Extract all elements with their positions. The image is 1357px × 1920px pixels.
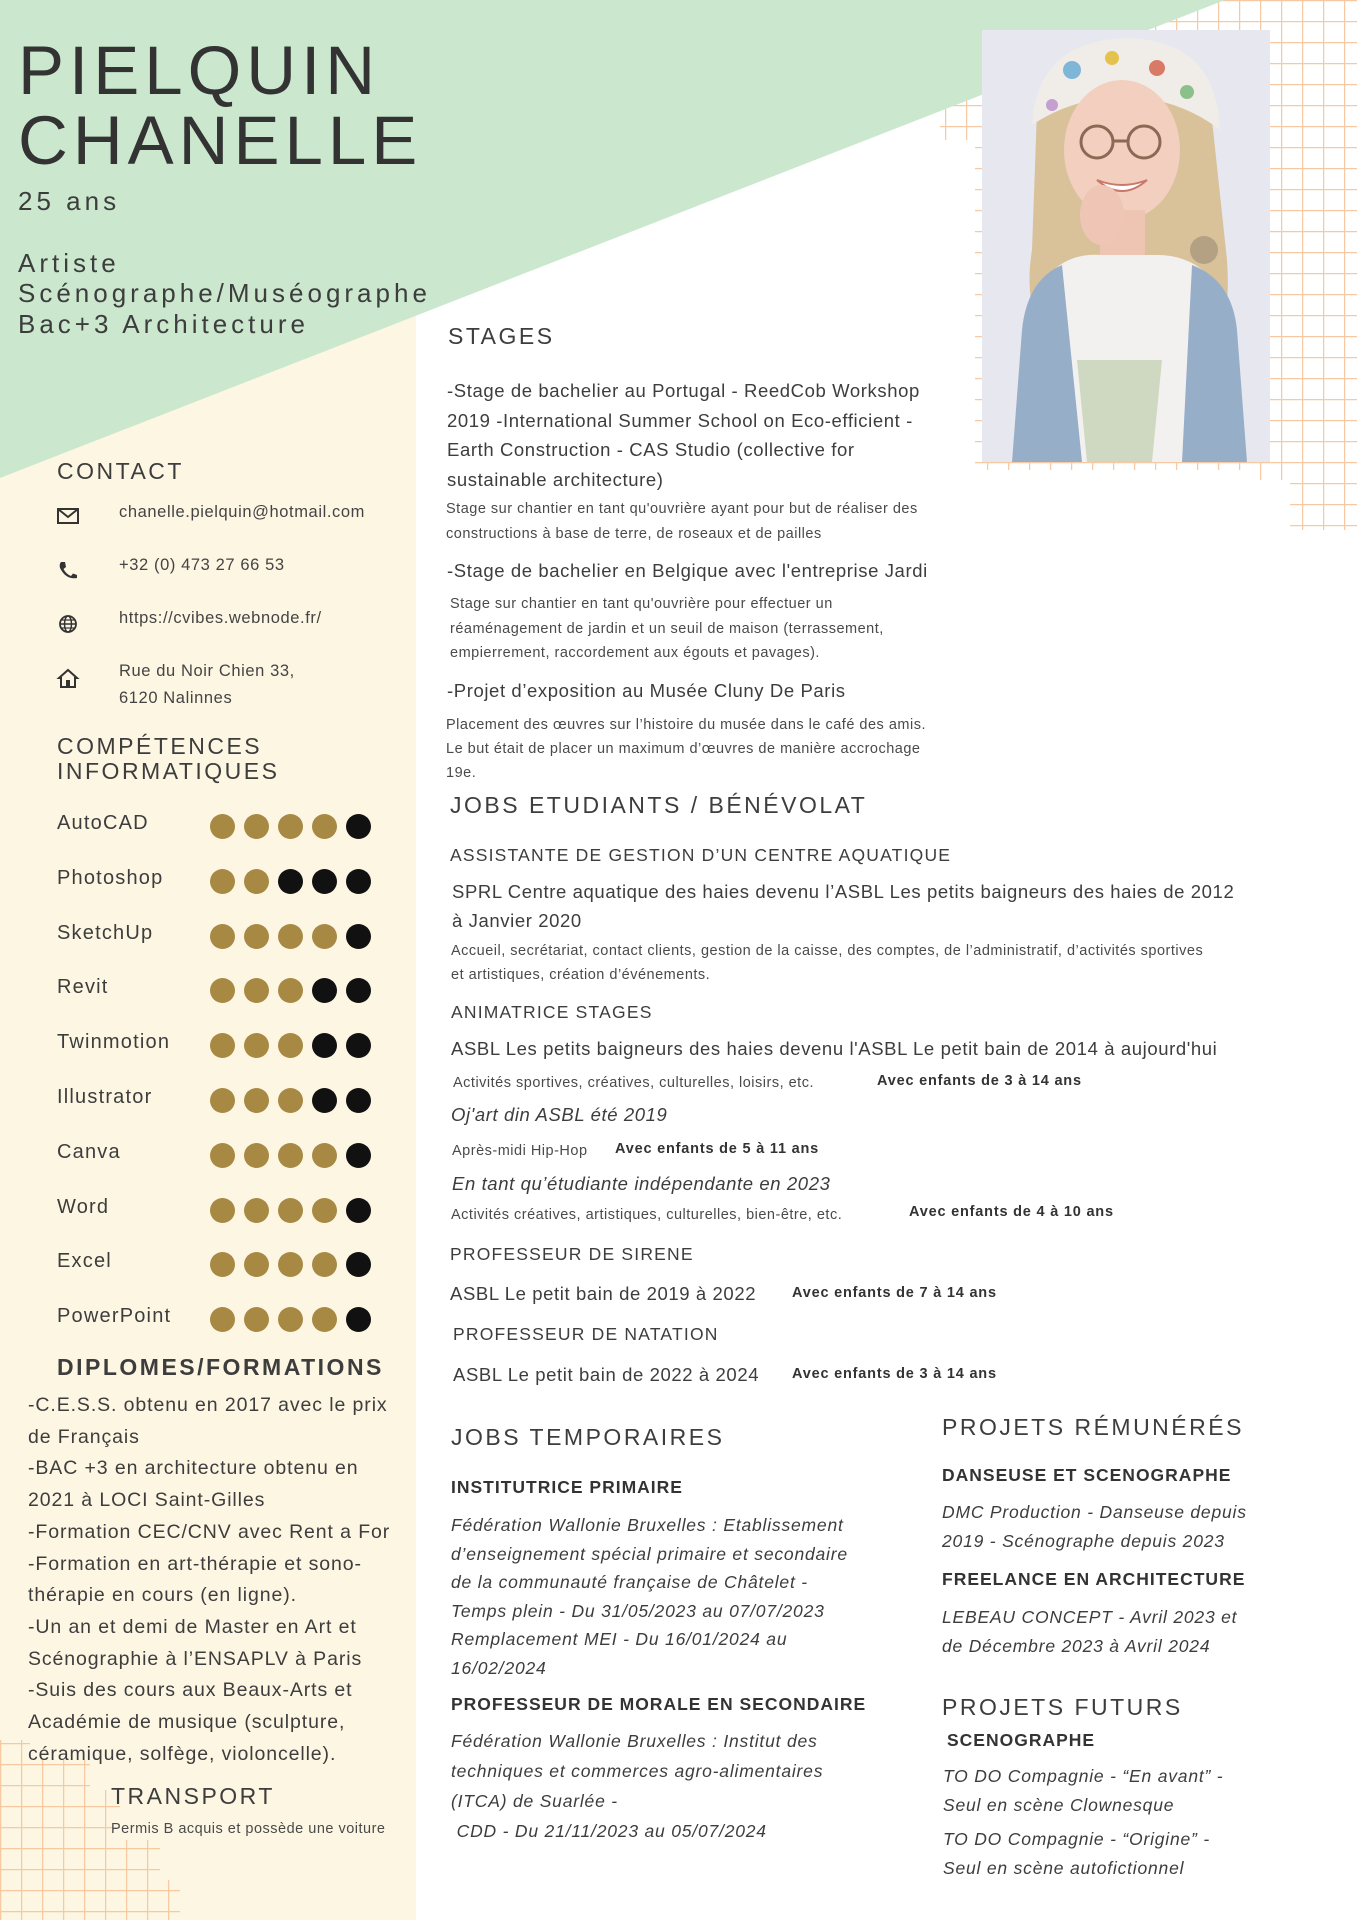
skill-dot-empty bbox=[312, 1033, 337, 1058]
stage-1 bbox=[447, 376, 920, 494]
skill-level-dots bbox=[210, 814, 371, 839]
stage-2-desc-line: réaménagement de jardin et un seuil de maison (terrassement, bbox=[450, 620, 884, 637]
skill-dot-empty bbox=[346, 869, 371, 894]
skill-dot-empty bbox=[346, 1198, 371, 1223]
stage-2-desc-line: empierrement, raccordement aux égouts et pavages). bbox=[450, 645, 820, 661]
future-project-2-line: Seul en scène autofictionnel bbox=[943, 1857, 1185, 1878]
diplome-line: -Formation en art-thérapie et sono- bbox=[28, 1552, 362, 1575]
future-projects-title: PROJETS FUTURS bbox=[942, 1694, 1183, 1720]
mail-icon bbox=[56, 506, 80, 526]
paid-project-1-lines bbox=[942, 1498, 1247, 1555]
contact-email[interactable]: chanelle.pielquin@hotmail.com bbox=[119, 503, 366, 521]
skill-name: Photoshop bbox=[57, 866, 164, 889]
temp-job-2-lines bbox=[451, 1726, 823, 1846]
skill-name: AutoCAD bbox=[57, 812, 149, 834]
diplome-line: 2021 à LOCI Saint-Gilles bbox=[28, 1489, 266, 1512]
skill-level-dots bbox=[210, 1198, 371, 1223]
skill-dot-filled bbox=[278, 1033, 303, 1058]
future-project-2-lines bbox=[943, 1825, 1210, 1882]
job-2b-age: Avec enfants de 5 à 11 ans bbox=[615, 1141, 820, 1157]
skill-dot-filled bbox=[278, 814, 303, 839]
skill-name: Revit bbox=[57, 976, 109, 999]
future-project-1-title: SCENOGRAPHE bbox=[947, 1730, 1096, 1750]
transport-title: TRANSPORT bbox=[111, 1783, 275, 1809]
contact-title: CONTACT bbox=[57, 458, 184, 484]
job-2b-line: Oj'art din ASBL été 2019 bbox=[451, 1104, 668, 1125]
job-4-age: Avec enfants de 3 à 14 ans bbox=[792, 1366, 997, 1382]
diplome-line: -C.E.S.S. obtenu en 2017 avec le prix bbox=[28, 1394, 388, 1416]
title-line-architecture: Bac+3 Architecture bbox=[18, 309, 309, 339]
future-project-1-line: TO DO Compagnie - “En avant” - bbox=[943, 1766, 1224, 1786]
skill-dot-filled bbox=[210, 814, 235, 839]
job-1-desc-line: Accueil, secrétariat, contact clients, gestion de la caisse, des comptes, de l’administratif, d’activités sportives bbox=[451, 943, 1204, 959]
skill-name: SketchUp bbox=[57, 921, 154, 944]
stage-1-line: Earth Construction - CAS Studio (collective for bbox=[447, 439, 855, 460]
job-1-line: SPRL Centre aquatique des haies devenu l’ASBL Les petits baigneurs des haies de 2012 bbox=[452, 881, 1235, 902]
diplome-line: Scénographie à l’ENSAPLV à Paris bbox=[28, 1647, 363, 1670]
job-1-description bbox=[451, 940, 1203, 987]
skill-dot-empty bbox=[346, 1143, 371, 1168]
skill-dot-filled bbox=[244, 1252, 269, 1277]
job-3-line: ASBL Le petit bain de 2019 à 2022 bbox=[450, 1283, 757, 1304]
skill-dot-filled bbox=[312, 1252, 337, 1277]
skill-dot-filled bbox=[244, 1307, 269, 1332]
temp-job-2-line: Fédération Wallonie Bruxelles : Institut des bbox=[451, 1731, 818, 1751]
skill-dot-filled bbox=[244, 1198, 269, 1223]
stage-3-desc-line: 19e. bbox=[446, 765, 477, 781]
skill-dot-filled bbox=[210, 1307, 235, 1332]
diplome-line: céramique, solfège, violoncelle). bbox=[28, 1742, 337, 1765]
stage-2-desc-line: Stage sur chantier en tant qu'ouvrière pour effectuer un bbox=[450, 596, 833, 612]
job-3-title: PROFESSEUR DE SIRENE bbox=[450, 1244, 694, 1264]
temp-job-1-line: 16/02/2024 bbox=[451, 1657, 547, 1678]
skill-name: Canva bbox=[57, 1140, 121, 1163]
skill-dot-empty bbox=[346, 1088, 371, 1113]
contact-phone[interactable]: +32 (0) 473 27 66 53 bbox=[119, 556, 285, 574]
job-1-desc-line: et artistiques, création d’événements. bbox=[451, 966, 711, 983]
skill-dot-filled bbox=[312, 1307, 337, 1332]
skill-name: Excel bbox=[57, 1250, 112, 1273]
skill-dot-filled bbox=[244, 814, 269, 839]
job-2c-description: Activités créatives, artistiques, culturelles, bien-être, etc. bbox=[451, 1207, 843, 1223]
skill-level-dots bbox=[210, 924, 371, 949]
skill-dot-filled bbox=[278, 1143, 303, 1168]
skill-dot-filled bbox=[210, 1198, 235, 1223]
phone-icon bbox=[56, 560, 80, 580]
paid-project-2-line: LEBEAU CONCEPT - Avril 2023 et bbox=[942, 1607, 1238, 1627]
skill-dot-filled bbox=[244, 1088, 269, 1113]
skill-dot-filled bbox=[312, 814, 337, 839]
skill-dot-filled bbox=[278, 1252, 303, 1277]
skills-title bbox=[57, 734, 279, 784]
globe-icon bbox=[56, 614, 80, 634]
skill-dot-empty bbox=[346, 978, 371, 1003]
diplomes-title: DIPLOMES/FORMATIONS bbox=[57, 1354, 384, 1380]
job-2b-description: Après-midi Hip-Hop bbox=[452, 1143, 588, 1159]
diplome-line: -Suis des cours aux Beaux-Arts et bbox=[28, 1679, 353, 1702]
stage-3-description bbox=[446, 713, 926, 785]
stage-1-description bbox=[446, 497, 918, 546]
skill-dot-filled bbox=[312, 1198, 337, 1223]
contact-address-line2: 6120 Nalinnes bbox=[119, 689, 233, 707]
skill-dot-filled bbox=[278, 1307, 303, 1332]
skill-dot-filled bbox=[244, 978, 269, 1003]
first-name: CHANELLE bbox=[18, 102, 423, 179]
skills-title-line1: COMPÉTENCES bbox=[57, 733, 263, 759]
paid-project-2-line: de Décembre 2023 à Avril 2024 bbox=[942, 1635, 1211, 1656]
skill-dot-filled bbox=[210, 1088, 235, 1113]
skill-dot-filled bbox=[210, 1143, 235, 1168]
contact-website[interactable]: https://cvibes.webnode.fr/ bbox=[119, 609, 322, 627]
title-line-artist: Artiste bbox=[18, 248, 120, 278]
skill-dot-filled bbox=[210, 924, 235, 949]
temp-job-2-line: (ITCA) de Suarlée - bbox=[451, 1791, 618, 1811]
temp-job-2-line: CDD - Du 21/11/2023 au 05/07/2024 bbox=[451, 1821, 767, 1841]
diplome-line: -Formation CEC/CNV avec Rent a For bbox=[28, 1520, 391, 1543]
future-project-1-lines bbox=[943, 1762, 1223, 1819]
temp-job-2-line: techniques et commerces agro-alimentaires bbox=[451, 1761, 824, 1781]
diplome-line: Académie de musique (sculpture, bbox=[28, 1711, 346, 1734]
skills-title-line2: INFORMATIQUES bbox=[57, 758, 280, 784]
skill-dot-filled bbox=[210, 869, 235, 894]
skill-dot-filled bbox=[210, 1252, 235, 1277]
paid-project-2-title: FREELANCE EN ARCHITECTURE bbox=[942, 1569, 1246, 1589]
skill-level-dots bbox=[210, 869, 371, 894]
stage-2-description bbox=[450, 592, 884, 666]
diplomes-list bbox=[28, 1390, 418, 1770]
skill-dot-empty bbox=[346, 1033, 371, 1058]
stage-2-line: -Stage de bachelier en Belgique avec l'entreprise Jardi bbox=[447, 560, 928, 581]
skill-dot-filled bbox=[278, 978, 303, 1003]
job-1-line: à Janvier 2020 bbox=[452, 910, 582, 931]
profile-photo bbox=[982, 30, 1270, 462]
stage-3-line: -Projet d’exposition au Musée Cluny De Paris bbox=[447, 680, 846, 701]
skill-dot-empty bbox=[312, 869, 337, 894]
skill-dot-empty bbox=[346, 1252, 371, 1277]
temp-job-1-line: de la communauté française de Châtelet - bbox=[451, 1572, 808, 1592]
skill-dot-empty bbox=[312, 978, 337, 1003]
jobs-title: JOBS ETUDIANTS / BÉNÉVOLAT bbox=[450, 792, 868, 818]
skill-dot-filled bbox=[244, 1143, 269, 1168]
skill-dot-filled bbox=[278, 924, 303, 949]
age: 25 ans bbox=[18, 186, 121, 216]
stage-1-line: sustainable architecture) bbox=[447, 468, 664, 490]
skill-dot-empty bbox=[278, 869, 303, 894]
skill-level-dots bbox=[210, 1088, 371, 1113]
job-2-age: Avec enfants de 3 à 14 ans bbox=[877, 1073, 1082, 1089]
temp-job-1-title: INSTITUTRICE PRIMAIRE bbox=[451, 1477, 683, 1497]
stage-1-line: -Stage de bachelier au Portugal - ReedCob Workshop bbox=[447, 380, 920, 401]
job-2-line: ASBL Les petits baigneurs des haies devenu l'ASBL Le petit bain de 2014 à aujourd'hui bbox=[451, 1038, 1218, 1059]
skill-level-dots bbox=[210, 1143, 371, 1168]
stages-title: STAGES bbox=[448, 323, 555, 349]
skill-dot-filled bbox=[244, 869, 269, 894]
job-1-lines bbox=[452, 877, 1234, 935]
job-4-line: ASBL Le petit bain de 2022 à 2024 bbox=[453, 1364, 760, 1385]
temp-job-1-lines bbox=[451, 1511, 848, 1682]
skill-dot-filled bbox=[312, 924, 337, 949]
temp-job-1-line: Temps plein - Du 31/05/2023 au 07/07/2023 bbox=[451, 1600, 825, 1621]
contact-address-line1: Rue du Noir Chien 33, bbox=[119, 662, 295, 680]
diplome-line: -BAC +3 en architecture obtenu en bbox=[28, 1457, 359, 1480]
stage-1-line: 2019 -International Summer School on Eco-efficient - bbox=[447, 409, 913, 431]
stage-3-desc-line: Le but était de placer un maximum d’œuvres de manière accrochage bbox=[446, 741, 921, 757]
diplome-line: thérapie en cours (en ligne). bbox=[28, 1584, 297, 1607]
skill-name: Word bbox=[57, 1195, 110, 1218]
home-icon bbox=[56, 668, 80, 688]
skill-level-dots bbox=[210, 978, 371, 1003]
diplome-line: -Un an et demi de Master en Art et bbox=[28, 1615, 357, 1638]
skill-dot-filled bbox=[278, 1198, 303, 1223]
job-2-description: Activités sportives, créatives, culturelles, loisirs, etc. bbox=[453, 1075, 814, 1091]
stage-1-desc-line: constructions à base de terre, de roseaux et de pailles bbox=[446, 525, 822, 542]
job-2-title: ANIMATRICE STAGES bbox=[451, 1002, 653, 1022]
temp-job-1-line: Remplacement MEI - Du 16/01/2024 au bbox=[451, 1629, 788, 1649]
skill-dot-filled bbox=[210, 978, 235, 1003]
stage-3-desc-line: Placement des œuvres sur l’histoire du musée dans le café des amis. bbox=[446, 717, 926, 733]
future-project-1-line: Seul en scène Clownesque bbox=[943, 1794, 1175, 1815]
skill-dot-filled bbox=[244, 1033, 269, 1058]
skill-dot-filled bbox=[278, 1088, 303, 1113]
paid-projects-title: PROJETS RÉMUNÉRÉS bbox=[942, 1414, 1244, 1440]
diplome-line: de Français bbox=[28, 1425, 140, 1448]
temp-job-1-line: Fédération Wallonie Bruxelles : Etablissement bbox=[451, 1515, 844, 1535]
last-name: PIELQUIN bbox=[18, 32, 381, 109]
job-4-title: PROFESSEUR DE NATATION bbox=[453, 1324, 719, 1344]
skill-dot-empty bbox=[346, 924, 371, 949]
job-3-age: Avec enfants de 7 à 14 ans bbox=[792, 1285, 997, 1301]
skill-dot-empty bbox=[346, 814, 371, 839]
temp-job-2-title: PROFESSEUR DE MORALE EN SECONDAIRE bbox=[451, 1694, 867, 1714]
skill-level-dots bbox=[210, 1307, 371, 1332]
paid-project-1-line: DMC Production - Danseuse depuis bbox=[942, 1502, 1247, 1522]
transport-text: Permis B acquis et possède une voiture bbox=[111, 1821, 386, 1837]
paid-project-1-title: DANSEUSE ET SCENOGRAPHE bbox=[942, 1465, 1232, 1485]
skill-level-dots bbox=[210, 1033, 371, 1058]
title-line-scenographer: Scénographe/Muséographe bbox=[18, 278, 431, 308]
skill-dot-filled bbox=[312, 1143, 337, 1168]
skill-dot-empty bbox=[346, 1307, 371, 1332]
job-1-title: ASSISTANTE DE GESTION D’UN CENTRE AQUATIQUE bbox=[450, 845, 952, 865]
skill-name: PowerPoint bbox=[57, 1305, 172, 1328]
skill-dot-filled bbox=[210, 1033, 235, 1058]
skill-name: Illustrator bbox=[57, 1086, 153, 1108]
skill-name: Twinmotion bbox=[57, 1031, 171, 1054]
skill-level-dots bbox=[210, 1252, 371, 1277]
stage-1-desc-line: Stage sur chantier en tant qu'ouvrière ayant pour but de réaliser des bbox=[446, 501, 918, 517]
skill-dot-filled bbox=[244, 924, 269, 949]
future-project-2-line: TO DO Compagnie - “Origine” - bbox=[943, 1829, 1210, 1849]
temp-job-1-line: d’enseignement spécial primaire et secondaire bbox=[451, 1543, 848, 1564]
skill-dot-empty bbox=[312, 1088, 337, 1113]
temp-jobs-title: JOBS TEMPORAIRES bbox=[451, 1424, 725, 1450]
paid-project-1-line: 2019 - Scénographe depuis 2023 bbox=[942, 1530, 1225, 1551]
job-2c-line: En tant qu’étudiante indépendante en 2023 bbox=[452, 1173, 831, 1194]
job-2c-age: Avec enfants de 4 à 10 ans bbox=[909, 1204, 1114, 1220]
paid-project-2-lines bbox=[942, 1603, 1237, 1660]
